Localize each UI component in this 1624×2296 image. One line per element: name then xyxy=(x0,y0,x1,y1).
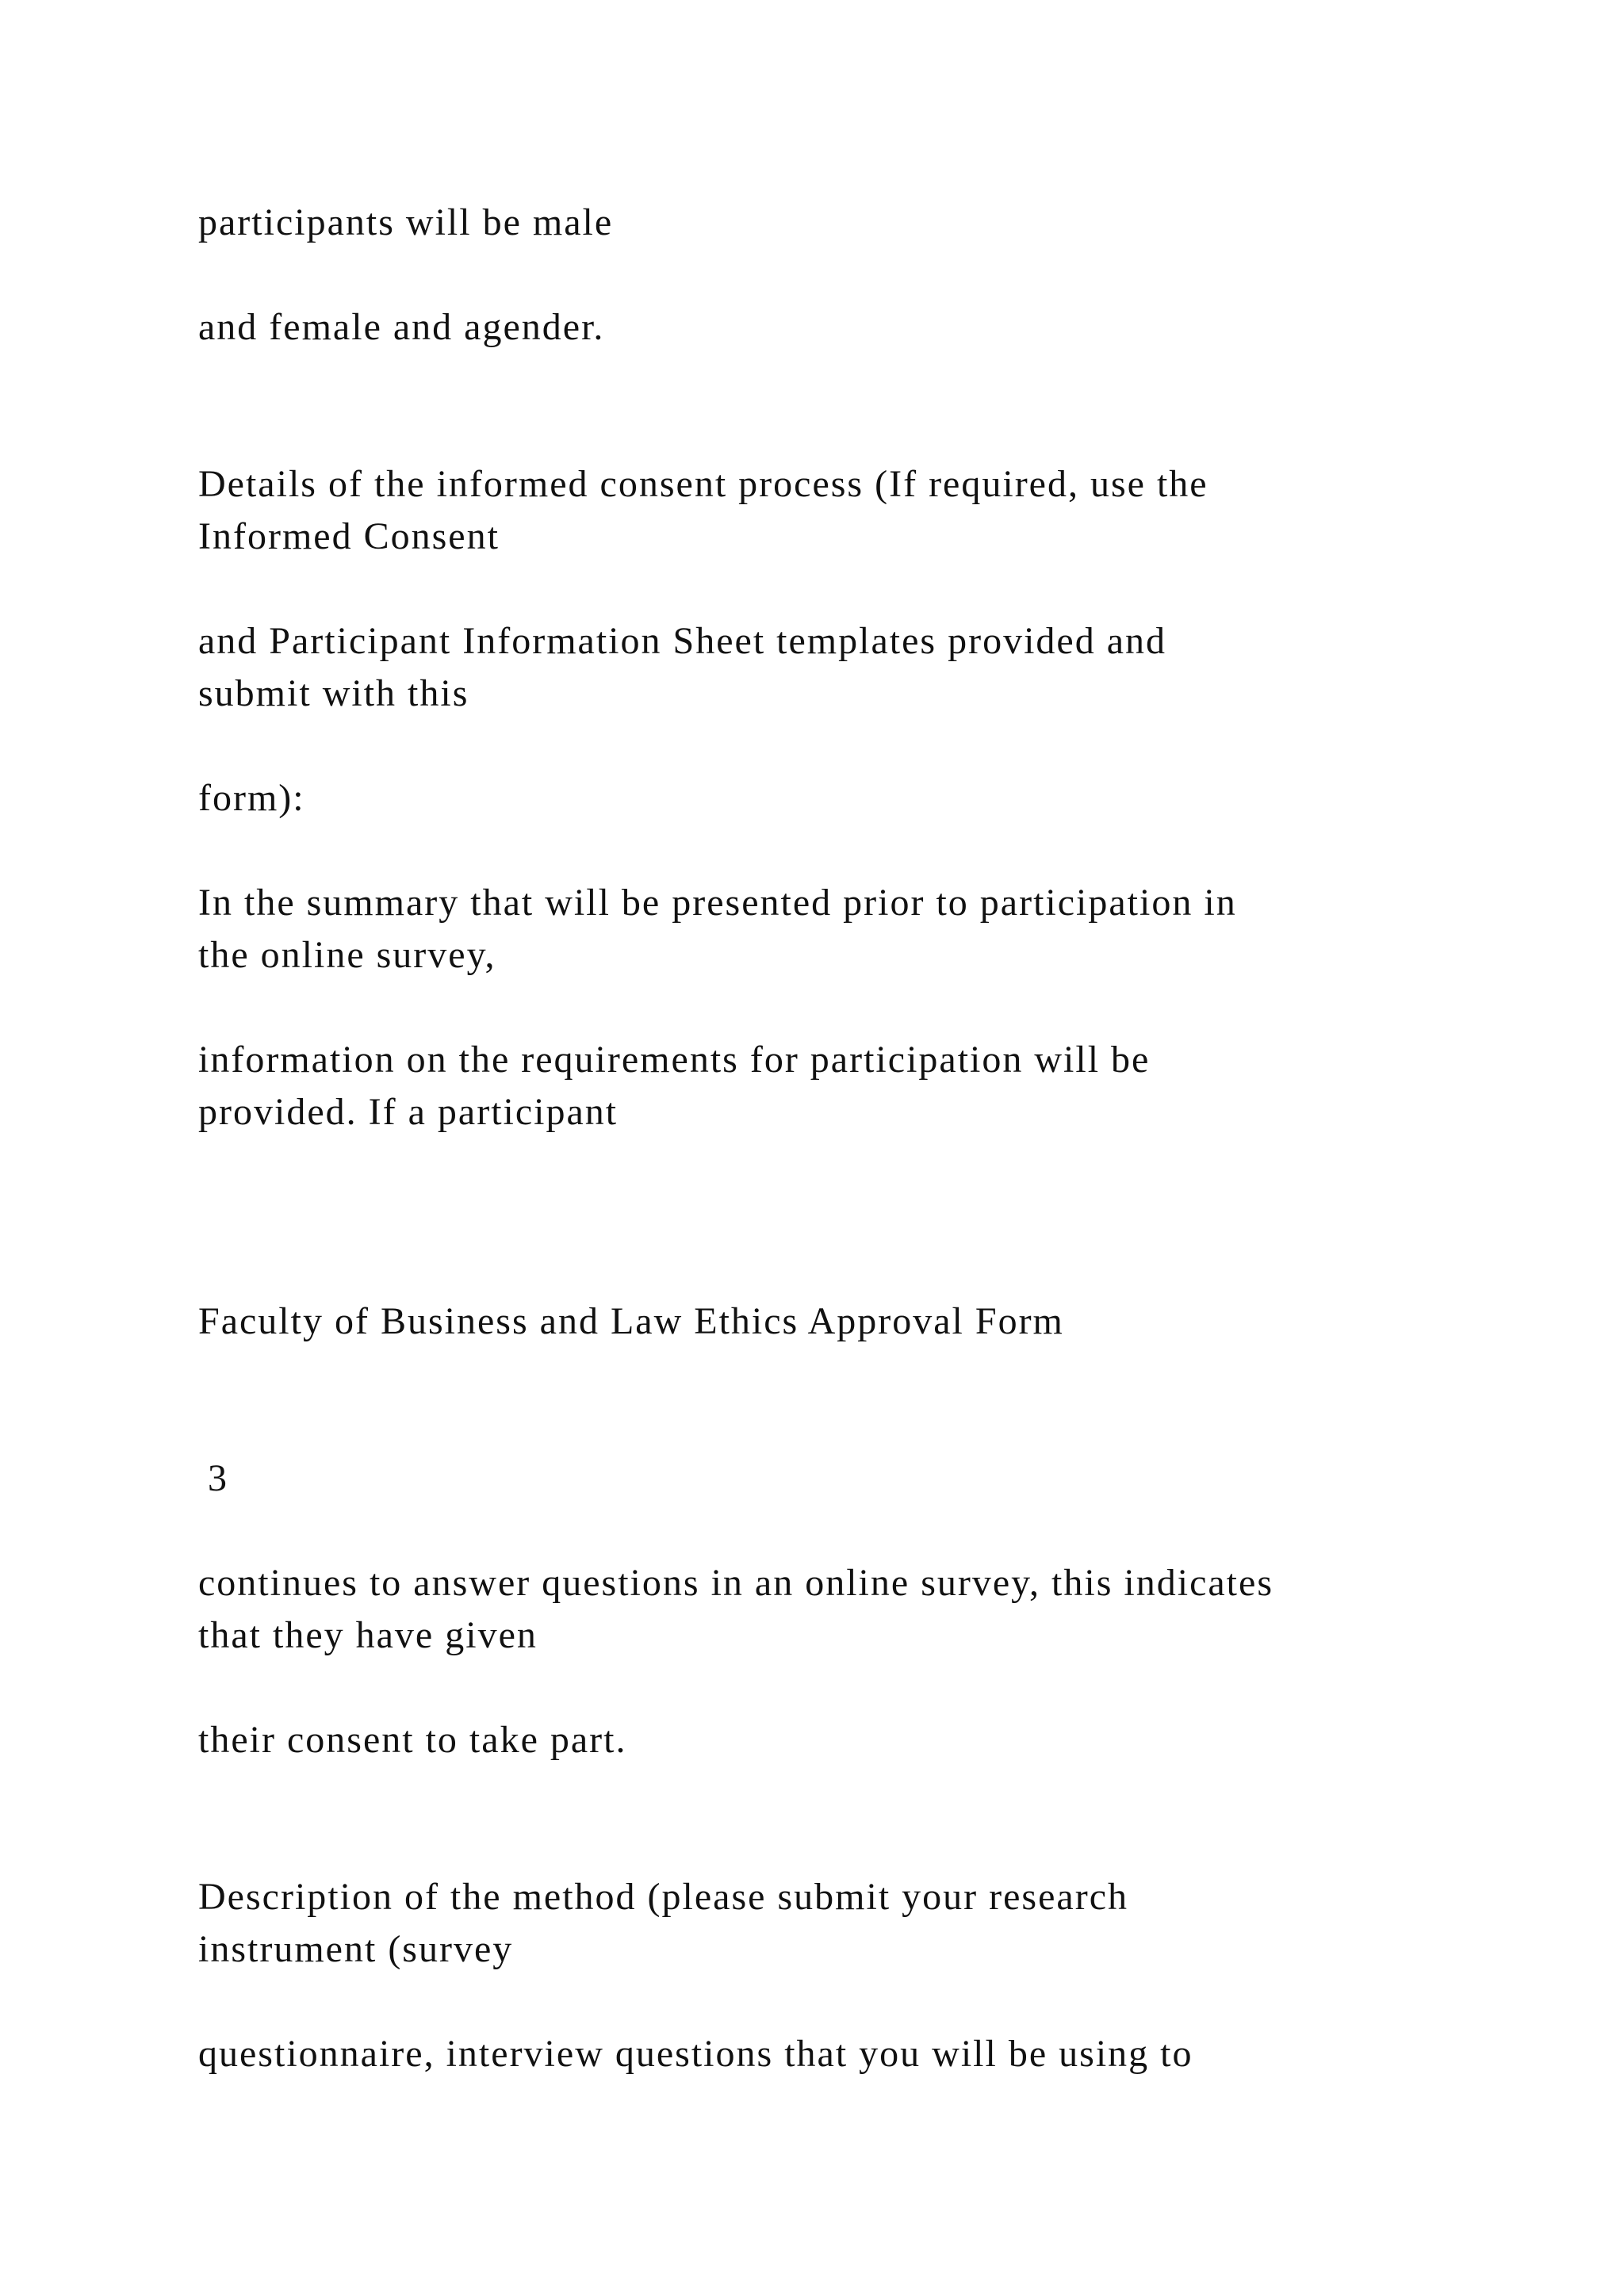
text-line: questionnaire, interview questions that you will be using to xyxy=(198,2033,1193,2075)
text-line: instrument (survey xyxy=(198,1928,514,1970)
text-line: submit with this xyxy=(198,672,469,714)
text-line: form): xyxy=(198,777,305,819)
text-line: participants will be male xyxy=(198,201,614,243)
page-number: 3 xyxy=(208,1457,227,1499)
text-line: provided. If a participant xyxy=(198,1091,619,1133)
text-line: and female and agender. xyxy=(198,306,605,348)
text-line: and Participant Information Sheet templates provided and xyxy=(198,620,1167,662)
text-line: their consent to take part. xyxy=(198,1719,627,1761)
text-line: In the summary that will be presented prior to participation in xyxy=(198,882,1237,924)
text-line: information on the requirements for participation will be xyxy=(198,1039,1151,1081)
text-line: that they have given xyxy=(198,1614,538,1656)
text-line: Informed Consent xyxy=(198,515,500,557)
text-line: Details of the informed consent process (If required, use the xyxy=(198,463,1208,505)
page-header: Faculty of Business and Law Ethics Approval Form xyxy=(198,1300,1064,1342)
text-line: the online survey, xyxy=(198,934,496,976)
text-line: Description of the method (please submit your research xyxy=(198,1876,1128,1918)
text-line: continues to answer questions in an online survey, this indicates xyxy=(198,1562,1274,1604)
